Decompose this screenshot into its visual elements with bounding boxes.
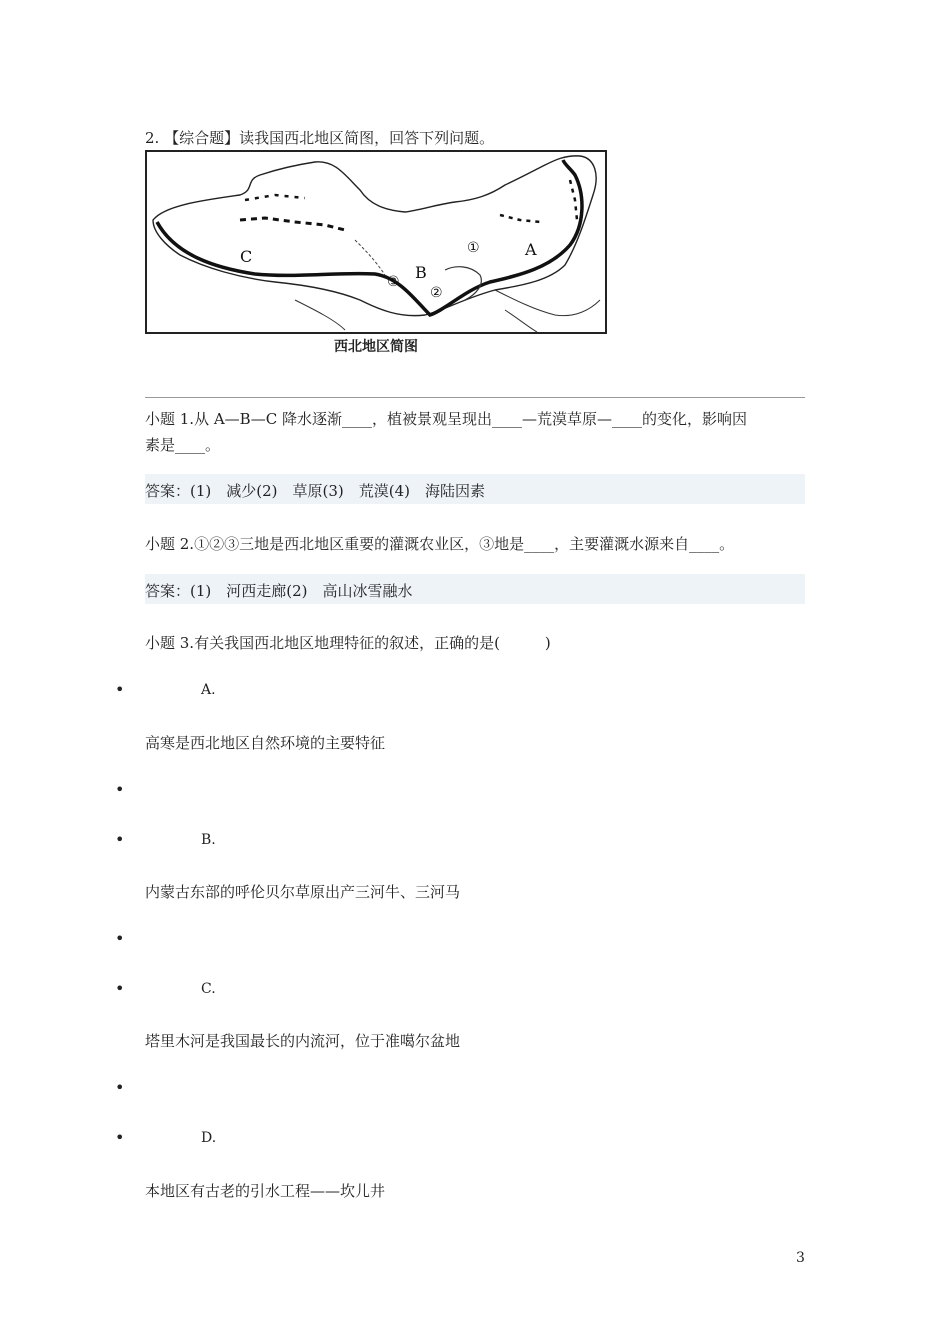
option-d-letter[interactable]: D. <box>201 1130 217 1146</box>
option-c-letter[interactable]: C. <box>201 981 216 997</box>
option-c-bullet: • <box>115 979 125 998</box>
label-2: ② <box>430 285 443 301</box>
label-c: C <box>240 247 253 266</box>
map-frame <box>146 151 606 333</box>
option-a-letter[interactable]: A. <box>201 682 216 698</box>
label-1: ① <box>467 240 480 256</box>
option-d-text[interactable]: 本地区有古老的引水工程——坎儿井 <box>145 1182 386 1200</box>
sub1-text-line2: 素是____。 <box>145 436 221 454</box>
map-caption: 西北地区简图 <box>334 339 418 355</box>
divider <box>145 397 805 398</box>
northwest-map <box>145 150 607 335</box>
sub1-answer: 答案：(1) 减少(2) 草原(3) 荒漠(4) 海陆因素 <box>145 482 485 500</box>
sub2-text: 小题 2.①②③三地是西北地区重要的灌溉农业区，③地是____，主要灌溉水源来自____。 <box>145 535 735 553</box>
map-figure <box>145 150 607 335</box>
page-number: 3 <box>796 1250 805 1266</box>
sub2-answer-box <box>145 574 805 604</box>
option-c-empty-bullet: • <box>115 1078 125 1097</box>
option-b-empty-bullet: • <box>115 929 125 948</box>
option-b-bullet: • <box>115 830 125 849</box>
option-a-text[interactable]: 高寒是西北地区自然环境的主要特征 <box>145 734 386 752</box>
option-c-text[interactable]: 塔里木河是我国最长的内流河，位于准噶尔盆地 <box>145 1032 461 1050</box>
option-b-letter[interactable]: B. <box>201 832 216 848</box>
label-b: B <box>415 263 427 282</box>
option-a-bullet: • <box>115 680 125 699</box>
sub2-answer: 答案：(1) 河西走廊(2) 高山冰雪融水 <box>145 582 413 600</box>
option-a-empty-bullet: • <box>115 780 125 799</box>
option-d-bullet: • <box>115 1128 125 1147</box>
question-header: 2. 【综合题】读我国西北地区简图，回答下列问题。 <box>145 129 495 147</box>
label-3: ③ <box>387 274 400 290</box>
sub1-answer-box <box>145 474 805 504</box>
sub1-text-line1: 小题 1.从 A—B—C 降水逐渐____，植被景观呈现出____—荒漠草原—____的变化，影响因 <box>145 410 747 428</box>
label-a: A <box>525 240 537 259</box>
sub3-text: 小题 3.有关我国西北地区地理特征的叙述，正确的是( ) <box>145 634 551 652</box>
option-b-text[interactable]: 内蒙古东部的呼伦贝尔草原出产三河牛、三河马 <box>145 883 461 901</box>
